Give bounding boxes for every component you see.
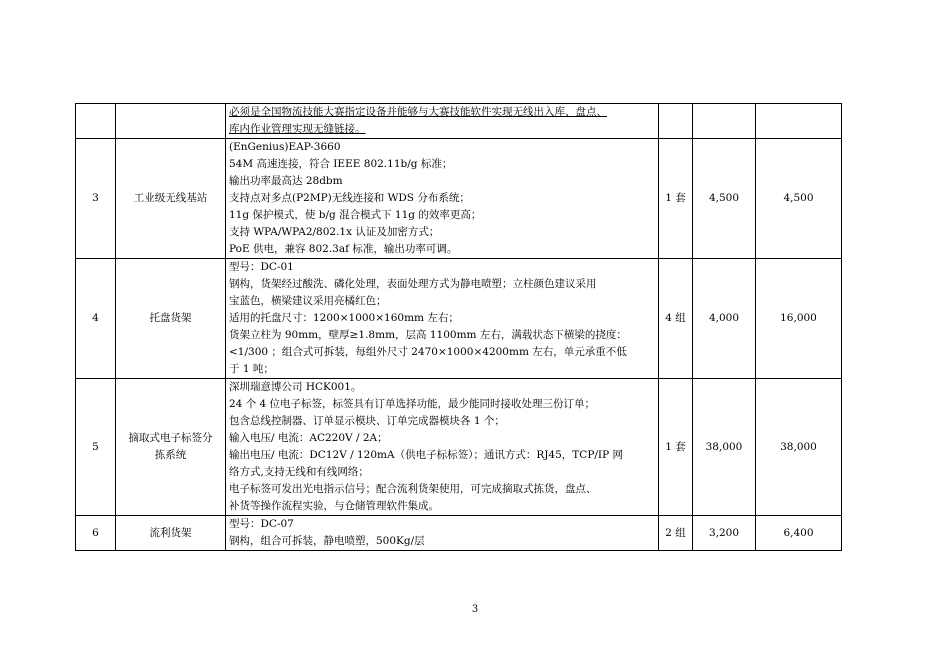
spec-line: 电子标签可发出光电指示信号；配合流利货架使用，可完成摘取式拣货，盘点、 bbox=[229, 483, 597, 495]
table-row-continuation bbox=[76, 104, 842, 139]
table-row bbox=[76, 516, 842, 551]
spec-line: 钢构，组合可拆装，静电喷塑，500Kg/层 bbox=[229, 535, 425, 547]
spec-line: (EnGenius)EAP-3660 bbox=[229, 141, 341, 153]
total-price: 16,000 bbox=[756, 259, 842, 379]
unit-price: 38,000 bbox=[693, 379, 756, 516]
quantity: 1 套 bbox=[659, 379, 693, 516]
spec-cell bbox=[226, 379, 659, 516]
spec-line: 11g 保护模式，使 b/g 混合模式下 11g 的效率更高； bbox=[229, 209, 482, 221]
spec-line: <1/300 ；组合式可拆装，每组外尺寸 2470×1000×4200mm 左右，单元承重不低 bbox=[229, 346, 627, 358]
row-number: 6 bbox=[76, 516, 116, 551]
spec-line: 输出功率最高达 28dbm bbox=[229, 175, 343, 187]
item-name-line: 摘取式电子标签分 bbox=[128, 432, 213, 444]
item-name: 流利货架 bbox=[116, 516, 226, 551]
spec-cell bbox=[226, 104, 659, 139]
spec-line: 络方式,支持无线和有线网络； bbox=[229, 466, 369, 478]
row-number: 4 bbox=[76, 259, 116, 379]
spec-line: 适用的托盘尺寸：1200×1000×160mm 左右； bbox=[229, 312, 459, 324]
table-row bbox=[76, 139, 842, 259]
spec-line: 输入电压/ 电流：AC220V / 2A； bbox=[229, 432, 388, 444]
item-name-cell bbox=[116, 379, 226, 516]
row-number-cell bbox=[76, 104, 116, 139]
spec-line: 货架立柱为 90mm，壁厚≥1.8mm，层高 1100mm 左右，满载状态下横梁的挠度： bbox=[229, 329, 627, 341]
spec-line: 54M 高速连接，符合 IEEE 802.11b/g 标准； bbox=[229, 158, 453, 170]
unit-price: 4,000 bbox=[693, 259, 756, 379]
page-number: 3 bbox=[471, 604, 479, 615]
total-price-cell bbox=[756, 104, 842, 139]
spec-line: 包含总线控制器、订单显示模块、订单完成器模块各 1 个； bbox=[229, 415, 505, 427]
total-price: 4,500 bbox=[756, 139, 842, 259]
spec-line: 24 个 4 位电子标签，标签具有订单选择功能，最少能同时接收处理三份订单； bbox=[229, 398, 596, 410]
spec-line: 库内作业管理实现无缝链接。 bbox=[229, 123, 366, 135]
spec-line: 钢构，货架经过酸洗、磷化处理，表面处理方式为静电喷塑；立柱颜色建议采用 bbox=[229, 278, 597, 290]
spec-cell bbox=[226, 516, 659, 551]
table-row bbox=[76, 259, 842, 379]
total-price: 6,400 bbox=[756, 516, 842, 551]
spec-line: 于 1 吨； bbox=[229, 363, 274, 375]
item-name: 托盘货架 bbox=[116, 259, 226, 379]
spec-line: 深圳瑞意博公司 HCK001。 bbox=[229, 381, 362, 393]
row-number: 5 bbox=[76, 379, 116, 516]
spec-line: 型号：DC-07 bbox=[229, 518, 294, 530]
spec-cell bbox=[226, 259, 659, 379]
quantity: 2 组 bbox=[659, 516, 693, 551]
spec-line: 支持 WPA/WPA2/802.1x 认证及加密方式； bbox=[229, 226, 440, 238]
spec-line: 型号：DC-01 bbox=[229, 261, 294, 273]
item-name-line: 拣系统 bbox=[154, 449, 187, 461]
row-number: 3 bbox=[76, 139, 116, 259]
equipment-spec-table bbox=[75, 103, 842, 551]
spec-line: 必须是全国物流技能大赛指定设备并能够与大赛技能软件实现无线出入库、盘点、 bbox=[229, 106, 607, 118]
total-price: 38,000 bbox=[756, 379, 842, 516]
spec-cell bbox=[226, 139, 659, 259]
spec-line: 输出电压/ 电流：DC12V / 120mA（供电子标标签）；通讯方式：RJ45，TCP/IP 网 bbox=[229, 449, 623, 461]
spec-line: 支持点对多点(P2MP)无线连接和 WDS 分布系统； bbox=[229, 192, 470, 204]
table-row bbox=[76, 379, 842, 516]
item-name-cell bbox=[116, 104, 226, 139]
quantity-cell bbox=[659, 104, 693, 139]
item-name: 工业级无线基站 bbox=[116, 139, 226, 259]
quantity: 1 套 bbox=[659, 139, 693, 259]
unit-price: 3,200 bbox=[693, 516, 756, 551]
spec-line: 补货等操作流程实验，与仓储管理软件集成。 bbox=[229, 500, 439, 512]
quantity: 4 组 bbox=[659, 259, 693, 379]
unit-price: 4,500 bbox=[693, 139, 756, 259]
spec-line: PoE 供电，兼容 802.3af 标准，输出功率可调。 bbox=[229, 243, 458, 255]
spec-line: 宝蓝色，横梁建议采用亮橘红色； bbox=[229, 295, 387, 307]
unit-price-cell bbox=[693, 104, 756, 139]
